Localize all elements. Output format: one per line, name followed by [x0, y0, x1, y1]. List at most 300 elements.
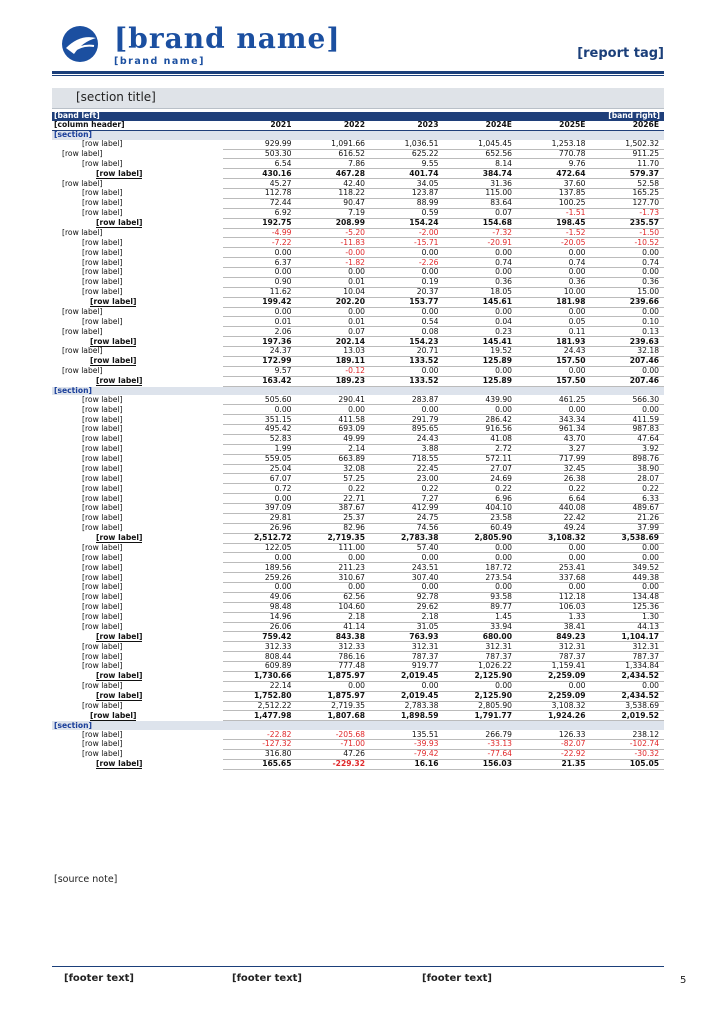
row-label-text: [row label]: [82, 414, 123, 424]
value-cell: 273.54: [444, 573, 518, 583]
value-cell: 2.18: [370, 612, 444, 622]
row-label: [52, 504, 223, 514]
value-cell: 72.44: [223, 198, 297, 208]
value-cell: 0.00: [223, 248, 297, 258]
value-cell: 49.99: [297, 434, 371, 444]
value-cell: 0.00: [591, 307, 665, 317]
value-cell: 0.00: [591, 553, 665, 563]
row-label-text: [row label]: [82, 257, 123, 267]
value-cell: 0.00: [444, 366, 518, 376]
row-label: [52, 327, 223, 337]
value-cell: 0.19: [370, 277, 444, 287]
row-label-text: [row label]: [82, 316, 123, 326]
row-label: [52, 523, 223, 533]
row-label: [52, 464, 223, 474]
row-label-text: [row label]: [82, 582, 123, 592]
row-label: [52, 297, 223, 307]
table-row: [52, 228, 664, 238]
row-label-text: [row label]: [82, 198, 123, 208]
value-cell: 0.00: [517, 366, 591, 376]
table-title: [band left]: [52, 112, 444, 121]
value-cell: 3,108.32: [517, 533, 591, 543]
value-cell: 1,875.97: [297, 671, 371, 681]
value-cell: 18.05: [444, 287, 518, 297]
row-label: [52, 662, 223, 672]
row-label: [52, 513, 223, 523]
value-cell: 759.42: [223, 632, 297, 642]
value-cell: -7.32: [444, 228, 518, 238]
value-cell: 181.93: [517, 337, 591, 347]
value-cell: 1,477.98: [223, 711, 297, 721]
subtotal-row: [52, 376, 664, 386]
value-cell: 1,036.51: [370, 140, 444, 149]
footer-disclaimer: [footer text]: [422, 973, 492, 984]
value-cell: 118.22: [297, 189, 371, 199]
value-cell: -71.00: [297, 740, 371, 750]
value-cell: 0.01: [297, 277, 371, 287]
table-row: [52, 622, 664, 632]
value-cell: 90.47: [297, 198, 371, 208]
row-label: [52, 553, 223, 563]
value-cell: 652.56: [444, 149, 518, 159]
value-cell: 808.44: [223, 652, 297, 662]
value-cell: 0.00: [517, 405, 591, 415]
value-cell: 125.36: [591, 602, 665, 612]
table-row: [52, 347, 664, 357]
value-cell: 2,434.52: [591, 691, 665, 701]
value-cell: 24.37: [223, 347, 297, 357]
value-cell: 0.90: [223, 277, 297, 287]
value-cell: 0.00: [444, 583, 518, 593]
value-cell: 2,019.45: [370, 691, 444, 701]
footer-report-type: [footer text]: [232, 973, 302, 984]
row-label: [52, 681, 223, 691]
value-cell: 290.41: [297, 395, 371, 404]
row-label-text: [row label]: [82, 562, 123, 572]
value-cell: -4.99: [223, 228, 297, 238]
value-cell: 572.11: [444, 454, 518, 464]
row-label-text: [row label]: [96, 376, 143, 386]
row-label: [52, 444, 223, 454]
value-cell: 105.05: [591, 759, 665, 769]
value-cell: 449.38: [591, 573, 665, 583]
value-cell: 467.28: [297, 169, 371, 179]
value-cell: 38.90: [591, 464, 665, 474]
row-label-text: [row label]: [82, 464, 123, 473]
table-row: [52, 701, 664, 711]
value-cell: 93.58: [444, 592, 518, 602]
value-cell: 9.57: [223, 366, 297, 376]
row-label: [52, 347, 223, 357]
value-cell: 0.04: [444, 317, 518, 327]
row-label: [52, 268, 223, 278]
value-cell: 189.56: [223, 563, 297, 573]
value-cell: 3.92: [591, 444, 665, 454]
value-cell: 693.09: [297, 425, 371, 435]
table-row: [52, 415, 664, 425]
value-cell: 2,805.90: [444, 533, 518, 543]
section-header-row: [52, 130, 664, 139]
table-row: [52, 149, 664, 159]
row-label: [52, 140, 223, 149]
value-cell: 15.00: [591, 287, 665, 297]
value-cell: 2,434.52: [591, 671, 665, 681]
value-cell: 23.00: [370, 474, 444, 484]
value-cell: 83.64: [444, 198, 518, 208]
value-cell: 0.36: [517, 277, 591, 287]
value-cell: 0.00: [517, 583, 591, 593]
table-row: [52, 730, 664, 739]
value-cell: 24.43: [517, 347, 591, 357]
table-row: [52, 317, 664, 327]
value-cell: 29.81: [223, 513, 297, 523]
value-cell: 0.00: [223, 405, 297, 415]
value-cell: 137.85: [517, 189, 591, 199]
value-cell: -2.26: [370, 258, 444, 268]
value-cell: 411.59: [591, 415, 665, 425]
value-cell: 67.07: [223, 474, 297, 484]
value-cell: 439.90: [444, 395, 518, 404]
row-label-text: [row label]: [82, 208, 123, 218]
value-cell: 0.00: [444, 268, 518, 278]
header-rule: [52, 71, 664, 74]
value-cell: 770.78: [517, 149, 591, 159]
value-cell: -229.32: [297, 759, 371, 769]
value-cell: -1.73: [591, 208, 665, 218]
value-cell: 3.88: [370, 444, 444, 454]
value-cell: 115.00: [444, 189, 518, 199]
section-header-row: [52, 386, 664, 395]
table-row: [52, 198, 664, 208]
row-label-text: [row label]: [62, 307, 103, 316]
section-header-row: [52, 721, 664, 730]
value-cell: 0.00: [297, 405, 371, 415]
subtotal-row: [52, 711, 664, 721]
row-label: [52, 405, 223, 415]
source-note: [source note]: [54, 874, 118, 885]
row-label: [52, 208, 223, 218]
row-label: [52, 583, 223, 593]
value-cell: 0.00: [297, 583, 371, 593]
value-cell: 43.70: [517, 434, 591, 444]
subtotal-row: [52, 691, 664, 701]
year-header: 2022: [297, 121, 371, 130]
value-cell: 0.00: [370, 583, 444, 593]
value-cell: 259.26: [223, 573, 297, 583]
row-label-text: [row label]: [82, 404, 123, 414]
value-cell: 8.14: [444, 159, 518, 169]
value-cell: 0.00: [297, 681, 371, 691]
value-cell: 135.51: [370, 730, 444, 739]
value-cell: 31.36: [444, 179, 518, 189]
row-label-text: [row label]: [96, 671, 143, 681]
value-cell: 145.41: [444, 337, 518, 347]
value-cell: 0.00: [444, 307, 518, 317]
financial-forecast-table: [52, 112, 664, 770]
value-cell: 559.05: [223, 454, 297, 464]
value-cell: 472.64: [517, 169, 591, 179]
value-cell: 6.37: [223, 258, 297, 268]
value-cell: 157.50: [517, 356, 591, 366]
value-cell: 2.18: [297, 612, 371, 622]
footer-rule: [52, 966, 664, 967]
value-cell: 1,253.18: [517, 140, 591, 149]
row-label-text: [row label]: [82, 424, 123, 434]
value-cell: 202.14: [297, 337, 371, 347]
section-header: [section]: [52, 130, 664, 139]
value-cell: 2,259.09: [517, 671, 591, 681]
value-cell: -205.68: [297, 730, 371, 739]
value-cell: 163.42: [223, 376, 297, 386]
value-cell: 316.80: [223, 749, 297, 759]
value-cell: 0.00: [517, 553, 591, 563]
row-label: [52, 632, 223, 642]
value-cell: 609.89: [223, 662, 297, 672]
value-cell: 187.72: [444, 563, 518, 573]
value-cell: 0.00: [370, 405, 444, 415]
value-cell: -20.91: [444, 238, 518, 248]
value-cell: 1.33: [517, 612, 591, 622]
table-row: [52, 592, 664, 602]
row-label-text: [row label]: [82, 483, 123, 493]
row-label: [52, 337, 223, 347]
value-cell: 384.74: [444, 169, 518, 179]
value-cell: 23.58: [444, 513, 518, 523]
value-cell: 199.42: [223, 297, 297, 307]
row-label-text: [row label]: [62, 228, 103, 237]
value-cell: 122.05: [223, 543, 297, 553]
table-row: [52, 327, 664, 337]
row-label: [52, 484, 223, 494]
row-label: [52, 711, 223, 721]
value-cell: 6.54: [223, 159, 297, 169]
row-label-text: [row label]: [82, 651, 123, 661]
value-cell: -0.00: [297, 248, 371, 258]
table-row: [52, 248, 664, 258]
value-cell: 1,875.97: [297, 691, 371, 701]
value-cell: 192.75: [223, 218, 297, 228]
value-cell: 52.83: [223, 434, 297, 444]
value-cell: 42.40: [297, 179, 371, 189]
value-cell: 1.99: [223, 444, 297, 454]
subtotal-row: [52, 671, 664, 681]
value-cell: 2,805.90: [444, 701, 518, 711]
brand-name-en: [brand name]: [114, 56, 205, 67]
year-header: 2025E: [517, 121, 591, 130]
value-cell: 2.06: [223, 327, 297, 337]
row-label-text: [row label]: [82, 602, 123, 612]
row-label-text: [row label]: [90, 710, 137, 720]
value-cell: 0.11: [517, 327, 591, 337]
value-cell: 0.00: [591, 681, 665, 691]
subtotal-row: [52, 297, 664, 307]
value-cell: 1,502.32: [591, 140, 665, 149]
row-label: [52, 533, 223, 543]
table-row: [52, 444, 664, 454]
value-cell: 0.22: [444, 484, 518, 494]
value-cell: 172.99: [223, 356, 297, 366]
value-cell: 189.23: [297, 376, 371, 386]
value-cell: 404.10: [444, 504, 518, 514]
value-cell: 25.04: [223, 464, 297, 474]
row-label: [52, 376, 223, 386]
subtotal-row: [52, 759, 664, 769]
value-cell: 440.08: [517, 504, 591, 514]
value-cell: 9.76: [517, 159, 591, 169]
value-cell: 26.38: [517, 474, 591, 484]
table-row: [52, 563, 664, 573]
value-cell: 1,807.68: [297, 711, 371, 721]
table-row: [52, 513, 664, 523]
value-cell: 21.26: [591, 513, 665, 523]
value-cell: 0.00: [297, 307, 371, 317]
row-label-text: [row label]: [82, 287, 123, 297]
value-cell: 0.00: [223, 553, 297, 563]
value-cell: 20.71: [370, 347, 444, 357]
value-cell: 787.37: [591, 652, 665, 662]
value-cell: 2,783.38: [370, 701, 444, 711]
table-row: [52, 583, 664, 593]
value-cell: 349.52: [591, 563, 665, 573]
row-label: [52, 642, 223, 652]
row-label: [52, 425, 223, 435]
value-cell: -30.32: [591, 749, 665, 759]
row-label-text: [row label]: [90, 356, 137, 366]
row-label-text: [row label]: [96, 168, 143, 178]
value-cell: -22.92: [517, 749, 591, 759]
row-label: [52, 277, 223, 287]
row-label-text: [row label]: [82, 661, 123, 671]
value-cell: 154.68: [444, 218, 518, 228]
value-cell: 0.00: [444, 405, 518, 415]
value-cell: 0.00: [444, 681, 518, 691]
value-cell: 2,719.35: [297, 701, 371, 711]
row-label: [52, 474, 223, 484]
row-label: [52, 543, 223, 553]
value-cell: 1,159.41: [517, 662, 591, 672]
row-label: [52, 366, 223, 376]
value-cell: 0.74: [444, 258, 518, 268]
row-label-text: [row label]: [82, 188, 123, 198]
value-cell: 0.00: [517, 543, 591, 553]
value-cell: 0.74: [517, 258, 591, 268]
row-label: [52, 169, 223, 179]
row-label-text: [row label]: [62, 326, 103, 336]
value-cell: 411.58: [297, 415, 371, 425]
value-cell: 145.61: [444, 297, 518, 307]
year-header: 2026E: [591, 121, 665, 130]
value-cell: 0.36: [591, 277, 665, 287]
row-label-text: [row label]: [62, 178, 103, 188]
section-header: [section]: [52, 721, 664, 730]
value-cell: 0.00: [517, 268, 591, 278]
value-cell: 19.52: [444, 347, 518, 357]
value-cell: 207.46: [591, 356, 665, 366]
value-cell: 47.26: [297, 749, 371, 759]
value-cell: 88.99: [370, 198, 444, 208]
value-cell: 211.23: [297, 563, 371, 573]
value-cell: 57.25: [297, 474, 371, 484]
table-row: [52, 553, 664, 563]
value-cell: 57.40: [370, 543, 444, 553]
value-cell: 28.07: [591, 474, 665, 484]
value-cell: 0.00: [370, 553, 444, 563]
value-cell: 0.72: [223, 484, 297, 494]
row-label: [52, 356, 223, 366]
row-label: [52, 759, 223, 769]
value-cell: 26.06: [223, 622, 297, 632]
row-label: [52, 198, 223, 208]
value-cell: 0.07: [297, 327, 371, 337]
value-cell: 718.55: [370, 454, 444, 464]
value-cell: 11.62: [223, 287, 297, 297]
table-row: [52, 652, 664, 662]
value-cell: -22.82: [223, 730, 297, 739]
value-cell: 238.12: [591, 730, 665, 739]
value-cell: 0.00: [517, 681, 591, 691]
row-label-text: [row label]: [90, 336, 137, 346]
value-cell: 198.45: [517, 218, 591, 228]
value-cell: 243.51: [370, 563, 444, 573]
value-cell: 312.31: [591, 642, 665, 652]
row-label-text: [row label]: [82, 395, 123, 405]
row-label-text: [row label]: [82, 277, 123, 287]
value-cell: 929.99: [223, 140, 297, 149]
value-cell: 0.22: [591, 484, 665, 494]
row-label: [52, 494, 223, 504]
row-label: [52, 749, 223, 759]
row-label-text: [row label]: [82, 513, 123, 523]
value-cell: 6.96: [444, 494, 518, 504]
value-cell: 98.48: [223, 602, 297, 612]
value-cell: 189.11: [297, 356, 371, 366]
row-label-text: [row label]: [82, 681, 123, 691]
value-cell: 9.55: [370, 159, 444, 169]
value-cell: -15.71: [370, 238, 444, 248]
row-label-text: [row label]: [96, 631, 143, 641]
row-label-text: [row label]: [82, 739, 123, 749]
row-label-text: [row label]: [96, 533, 143, 543]
value-cell: 3,538.69: [591, 533, 665, 543]
row-label-text: [row label]: [82, 454, 123, 464]
value-cell: 0.59: [370, 208, 444, 218]
row-label-text: [row label]: [82, 434, 123, 444]
row-label-text: [row label]: [82, 572, 123, 582]
value-cell: 44.13: [591, 622, 665, 632]
value-cell: 337.68: [517, 573, 591, 583]
table-row: [52, 454, 664, 464]
value-cell: 0.00: [444, 248, 518, 258]
row-label: [52, 287, 223, 297]
row-label-text: [row label]: [82, 503, 123, 513]
value-cell: -20.05: [517, 238, 591, 248]
table-row: [52, 395, 664, 404]
row-label: [52, 622, 223, 632]
value-cell: 0.00: [591, 405, 665, 415]
value-cell: 6.64: [517, 494, 591, 504]
table-row: [52, 740, 664, 750]
value-cell: 430.16: [223, 169, 297, 179]
value-cell: 26.96: [223, 523, 297, 533]
value-cell: 0.00: [297, 268, 371, 278]
value-cell: 2.72: [444, 444, 518, 454]
value-cell: 202.20: [297, 297, 371, 307]
value-cell: 2,019.45: [370, 671, 444, 681]
value-cell: 2,512.72: [223, 533, 297, 543]
value-cell: 0.22: [297, 484, 371, 494]
table-row: [52, 504, 664, 514]
row-label-text: [row label]: [82, 622, 123, 631]
